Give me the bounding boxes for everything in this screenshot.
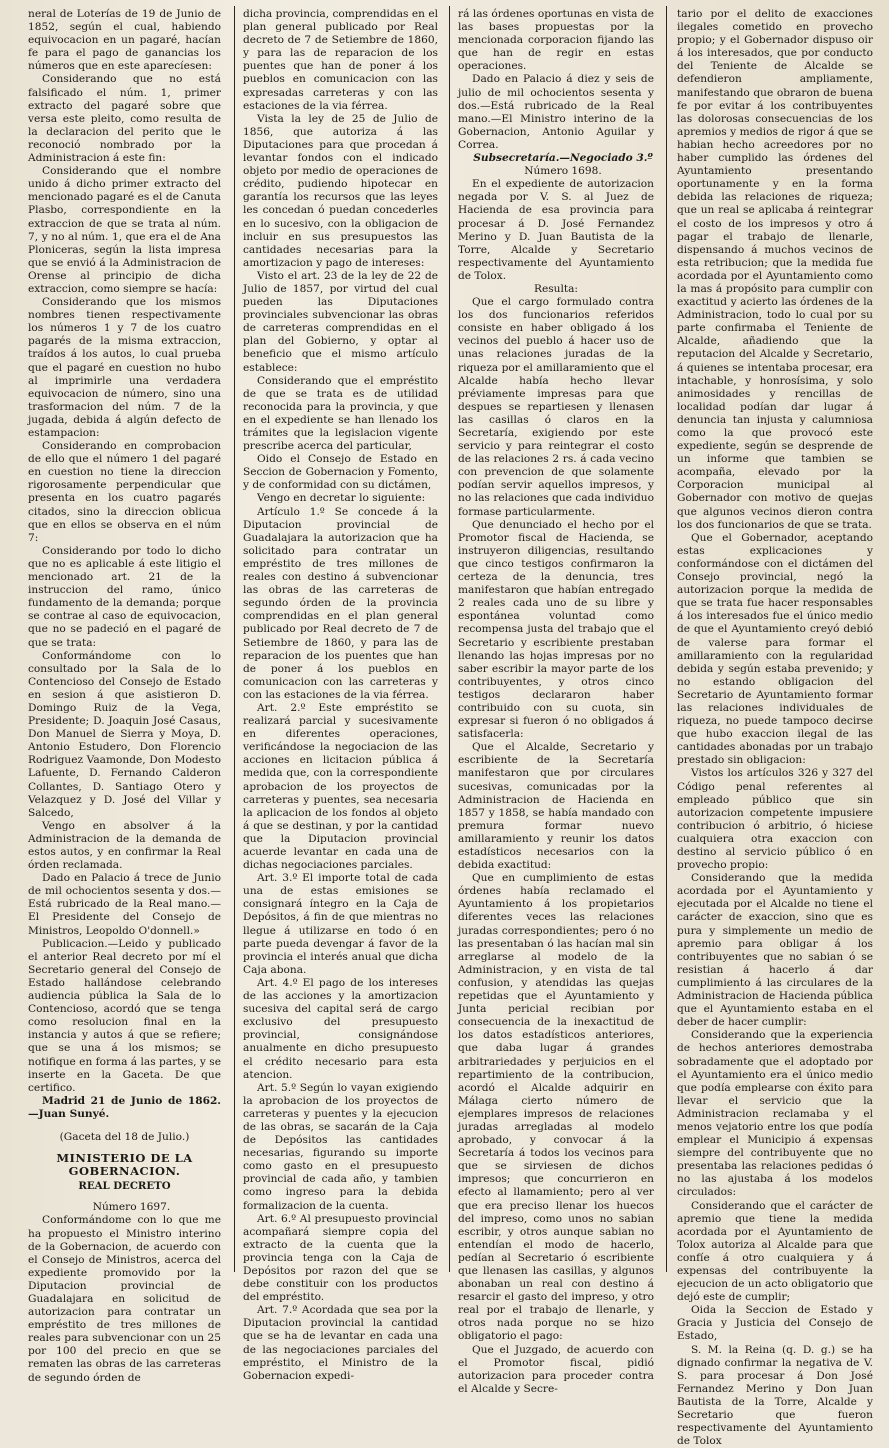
- paragraph: Dado en Palacio á trece de Junio de mil ochocientos sesenta y dos.—Está rubricado de la Real mano.—El Presidente del Consejo de Ministros, Leopoldo O'donnell.»: [28, 872, 221, 937]
- paragraph: Oido el Consejo de Estado en Seccion de Gobernacion y Fomento, y de conformidad con su dictámen,: [243, 453, 438, 492]
- article: Art. 5.º Según lo vayan exigiendo la aprobacion de los proyectos de carreteras y puentes y la ejecucion de las obras, se sacarán de la Caja de Depósitos las cantidades necesarias, figurando su importe como gasto en el presupuesto provincial de cada año, y tambien como ingreso para la debida formalizacion de la cuenta.: [243, 1081, 438, 1212]
- paragraph: Considerando que no está falsificado el núm. 1, primer extracto del pagaré sobre que versa este pleito, como resulta de la declaracion del perito que le reconoció nombrado por la Administracion á este fin:: [28, 73, 221, 165]
- paragraph: Considerando que la experiencia de hechos anteriores demostraba sobradamente que el adoptado por el Ayuntamiento era el único medio que podía emplearse con éxito para llevar el servicio que la Administracion reclamaba y el menos vejatorio entre los que podía emplear el Municipio á expensas siempre del contribuyente que no presentaba las relaciones pedidas ó no las ajustaba á los modelos circulados:: [677, 1029, 873, 1199]
- paragraph: Que el cargo formulado contra los dos funcionarios referidos consiste en haber obligado á los vecinos del pueblo á hacer uso de unas relaciones juradas de la riqueza por el amillaramiento que el Alcalde había hecho llevar préviamente impresas para que despues se repartiesen y llenasen las casillas ó claros en la Secretaría, exigiendo por este servicio y para reintegrar el costo de las relaciones 2 rs. á cada vecino con prevencion de que solamente podían servir aquellos impresos, y no las relaciones que cada individuo formase particularmente.: [458, 296, 654, 518]
- signature-line: Madrid 21 de Junio de 1862.—Juan Sunyé.: [28, 1094, 221, 1120]
- article: Art. 4.º El pago de los intereses de las acciones y la amortizacion sucesiva del capital será de cargo exclusivo del presupuesto provincial, consignándose anualmente en dicho presupuesto el crédito necesario para esta atencion.: [243, 976, 438, 1081]
- paragraph: Que denunciado el hecho por el Promotor fiscal de Hacienda, se instruyeron diligencias, resultando que cinco testigos confirmaron la certeza de la denuncia, tres manifestaron que habían entregado 2 reales cada uno de su libre y espontánea voluntad como recompensa justa del trabajo que el Secretario y escribiente prestaban llenando las hojas impresas por no saber escribir la mayor parte de los contribuyentes, y otros cinco testigos declararon haber contribuido con su cuota, sin expresar si fueron ó no obligados á satisfacerla:: [458, 518, 654, 741]
- paragraph: dicha provincia, comprendidas en el plan general publicado por Real decreto de 7 de Setiembre de 1860, y para las de reparacion de los puentes que han de poner á los pueblos en comunicacion con las expresadas carreteras y con las estaciones de la via férrea.: [243, 8, 438, 112]
- paragraph: Vengo en decretar lo siguiente:: [257, 492, 426, 505]
- paragraph: Vengo en absolver á la Administracion de la demanda de estos autos, y en confirmar la Real órden reclamada.: [28, 819, 221, 872]
- column-4: [677, 8, 873, 1448]
- article: Art. 7.º Acordada que sea por la Diputacion provincial la cantidad que se ha de levantar en cada una de las negociaciones parciales del empréstito, el Ministro de la Gobernacion expedi-: [243, 1304, 438, 1382]
- article: Art. 3.º El importe total de cada una de estas emisiones se consignará íntegro en la Caja de Depósitos, á fin de que mientras no llegue á utilizarse en todo ó en parte pueda devengar á favor de la provincia el interés anual que dicha Caja abona.: [243, 872, 438, 976]
- paragraph: Dado en Palacio á diez y seis de julio de mil ochocientos sesenta y dos.—Está rubricado de la Real mano.—El Ministro interino de la Gobernacion, Antonio Aguilar y Correa.: [458, 73, 654, 151]
- paragraph: tario por el delito de exacciones ilegales cometido en provecho propio; y el Gobernador dispuso oir á los interesados, que por conducto del Teniente de Alcalde se defendieron ampliamente, manifestando que obraron de buena fe por evitar á los contribuyentes las dolorosas consecuencias de los apremios y medios de rigor á que se habian hecho acreedores por no haber cumplido las órdenes del Ayuntamiento presentando oportunamente y en la forma debida las relaciones de riqueza; que un real se aplicaba á reintegrar el costo de los impresos y otro á pagar el trabajo de llenarle, dispensando á muchos vecinos de esta retribucion; que la medida fue acordada por el Ayuntamiento como la mas á propósito para cumplir con exactitud y acierto las órdenes de la Administracion, todo lo cual por su parte confirmaba el Teniente de Alcalde, añadiendo que la reputacion del Alcalde y Secretario, á quienes se intentaba procesar, era intachable, y honrosísima, y solo animosidades y rencillas de localidad podían dar lugar á denuncia tan injusta y calumniosa como la que provocó este expediente, según se desprende de un informe que tambien se acompaña, elevado por la Corporacion municipal al Gobernador con motivo de quejas que algunos vecinos dieron contra los dos funcionarios de que se trata.: [677, 8, 873, 531]
- article: Artículo 1.º Se concede á la Diputacion provincial de Guadalajara la autorizacion que ha solicitado para contratar un empréstito de tres millones de reales con destino á subvencionar las obras de las carreteras de segundo órden de la provincia comprendidas en el plan general publicado por Real decreto de 7 de Setiembre de 1860, y para las de reparacion de los puentes que han de poner á los pueblos en comunicacion con las carreteras y con las estaciones de la via férrea.: [243, 505, 438, 701]
- paragraph: Que el Gobernador, aceptando estas explicaciones y conformándose con el dictámen del Consejo provincial, negó la autorizacion porque la medida de que se trata fue hacer responsables á los interesados fue el único medio de que el Ayuntamiento creyó debió de valerse para formar el amillaramiento con la regularidad debida y según estaba prevenido; y no estando obligacion del Secretario de Ayuntamiento formar las relaciones individuales de riqueza, no puede tampoco decirse que hubo exaccion ilegal de las cantidades abonadas por un trabajo prestado sin obligacion:: [677, 531, 873, 767]
- column-1: [28, 8, 221, 1384]
- paragraph: Conformándome con lo consultado por la Sala de lo Contencioso del Consejo de Estado en sesion á que asistieron D. Domingo Ruiz de la Vega, Presidente; D. Joaquin José Casaus, Don Manuel de Sierra y Moya, D. Antonio Estudero, Don Florencio Rodriguez Vaamonde, Don Modesto Lafuente, D. Fernando Calderon Collantes, D. Santiago Otero y Velazquez y D. José del Villar y Salcedo,: [28, 649, 221, 819]
- column-2: [243, 8, 438, 1382]
- paragraph: Considerando que el nombre unido á dicho primer extracto del mencionado pagaré es el de Canuta Plasbo, correspondiente en la extraccion de que se trata al núm. 7, y no al núm. 1, que era el de Ana Ploniceras, según la lista impresa que se envió á la Administracion de Orense al principio de dicha extraccion, como siempre se hacía:: [28, 165, 221, 295]
- article: Art. 2.º Este empréstito se realizará parcial y sucesivamente en diferentes operaciones, verificándose la negociacion de las acciones en licitacion pública á medida que, con la correspondiente aprobacion de los proyectos de carreteras y puentes, sea necesaria la aplicacion de los fondos al objeto á que se destinan, y por la cantidad que la Diputacion provincial acuerde levantar en cada una de dichas negociaciones parciales.: [243, 701, 438, 872]
- gazette-note: (Gaceta del 18 de Julio.): [59, 1130, 190, 1143]
- paragraph: Conformándome con lo que me ha propuesto el Ministro interino de la Gobernacion, de acuerdo con el Consejo de Ministros, acerca del expediente promovido por la Diputacion provincial de Guadalajara en solicitud de autorizacion para contratar un empréstito de tres millones de reales para subvencionar con un 25 por 100 del precio en que se rematen las obras de las carreteras de segundo órden de: [28, 1214, 221, 1384]
- paragraph: Considerando que la medida acordada por el Ayuntamiento y ejecutada por el Alcalde no tiene el carácter de exaccion, sino que es pura y simplemente un medio de apremio para obligar á los contribuyentes que no sabian ó se resistian á hacerlo á dar cumplimiento á las circulares de la Administracion de Hacienda pública que el Ayuntamiento estaba en el deber de hacer cumplir:: [677, 872, 873, 1029]
- ministry-heading: MINISTERIO DE LA GOBERNACION.: [56, 1151, 193, 1179]
- paragraph: En el expediente de autorizacion negada por V. S. al Juez de Hacienda de esa provincia para procesar á D. José Fernandez Merino y D. Juan Bautista de la Torre, Alcalde y Secretario respectivamente del Ayuntamiento de Tolox.: [458, 178, 654, 282]
- paragraph: Oida la Seccion de Estado y Gracia y Justicia del Consejo de Estado,: [677, 1304, 873, 1343]
- decree-number: Número 1698.: [524, 165, 602, 178]
- paragraph: rá las órdenes oportunas en vista de las bases propuestas por la mencionada corporacion fijando las que han de regir en estas operaciones.: [458, 8, 654, 73]
- article: Art. 6.º Al presupuesto provincial acompañará siempre copia del extracto de la cuenta que la provincia tenga con la Caja de Depósitos por razon del que se debe constituir con los productos del empréstito.: [243, 1212, 438, 1304]
- paragraph: Vista la ley de 25 de Julio de 1856, que autoriza á las Diputaciones para que procedan á levantar fondos con el indicado objeto por medio de operaciones de crédito, pudiendo hipotecar en garantía los recursos que las leyes les concedan ó puedan concederles en lo sucesivo, con la obligacion de incluir en sus presupuestos las cantidades necesarias para la amortizacion y pago de intereses:: [243, 112, 438, 269]
- paragraph: Que en cumplimiento de estas órdenes había reclamado el Ayuntamiento á los propietarios diferentes veces las relaciones juradas correspondientes; pero ó no las presentaban ó las hacían mal sin arreglarse al modelo de la Administracion, y en vista de tal confusion, y atendidas las quejas repetidas que el Ayuntamiento y Junta pericial recibian por consecuencia de la inexactitud de los datos estadísticos anteriores, que daba lugar á grandes arbitrariedades y perjuicios en el repartimiento de la contribucion, acordó el Alcalde adquirir en Málaga cierto número de ejemplares impresos de relaciones juradas arregladas al modelo aprobado, y convocar á la Secretaría á todos los vecinos para que se sirviesen de dichos impresos; que concurrieron en efecto al llamamiento; pero al ver que era preciso llenar los huecos del impreso, como unos no sabian escribir, y otros aunque sabian no entendían el modo de hacerlo, pedían al Secretario ó escribiente que llenasen las casillas, y algunos abonaban un real con destino á resarcir el gasto del impreso, y otro real por el trabajo de llenarle, y otros nada porque no se hizo obligatorio el pago:: [458, 872, 654, 1343]
- paragraph: Que el Juzgado, de acuerdo con el Promotor fiscal, pidió autorizacion para proceder contra el Alcalde y Secre-: [458, 1343, 654, 1395]
- column-3: [458, 8, 654, 1395]
- paragraph: Considerando que los mismos nombres tienen respectivamente los números 1 y 7 de los cuatro pagarés de la misma extraccion, traídos á los autos, lo cual prueba que el pagaré en cuestion no hubo al imprimirle una verdadera equivocacion de número, sino una trasformacion del núm. 7 de la jugada, debida á algún defecto de estampacion:: [28, 296, 221, 439]
- column-rule: [666, 6, 667, 1272]
- paragraph: Vistos los artículos 326 y 327 del Código penal referentes al empleado público que sin autorizacion competente impusiere contribucion ó arbitrio, ó hiciese cualquiera otra exaccion con destino al servicio público ó en provecho propio:: [677, 767, 873, 872]
- paragraph: Publicacion.—Leido y publicado el anterior Real decreto por mí el Secretario general del Consejo de Estado hallándose celebrando audiencia pública la Sala de lo Contencioso, acordó que se tenga como resolucion final en la instancia y autos á que se refiere; que se una á los mismos; se notifique en forma á las partes, y se inserte en la Gaceta. De que certifico.: [28, 937, 221, 1094]
- paragraph: Considerando que el empréstito de que se trata es de utilidad reconocida para la provincia, y que en el expediente se han llenado los trámites que la legislacion vigente prescribe acerca del particular,: [243, 374, 438, 453]
- column-rule: [449, 6, 450, 1272]
- resulta-label: Resulta:: [533, 282, 579, 295]
- paragraph: Visto el art. 23 de la ley de 22 de Julio de 1857, por virtud del cual pueden las Diputaciones provinciales subvencionar las obras de carreteras comprendidas en el plan del Gobierno, y optar al beneficio que el mismo artículo establece:: [243, 269, 438, 374]
- paragraph: Considerando en comprobacion de ello que el número 1 del pagaré en cuestion no tiene la direccion rigorosamente perpendicular que presenta en los cuatro pagarés citados, sino la direccion oblicua que en ellos se observa en el núm 7:: [28, 440, 221, 544]
- decree-heading: REAL DECRETO: [78, 1180, 171, 1193]
- paragraph: neral de Loterías de 19 de Junio de 1852, según el cual, habiendo equivocacion en un pagaré, hacían fe para el pago de ganancias los números que en este aparecíesen:: [28, 8, 221, 73]
- paragraph: Que el Alcalde, Secretario y escribiente de la Secretaría manifestaron que por circulares sucesivas, comunicadas por la Administracion de Hacienda en 1857 y 1858, se había mandado con premura formar nuevo amillaramiento y reunir los datos estadísticos necesarios con la debida exactitud:: [458, 741, 654, 872]
- subsection-heading: Subsecretaría.—Negociado 3.º: [473, 152, 653, 165]
- column-rule: [234, 6, 235, 1272]
- paragraph: Considerando por todo lo dicho que no es aplicable á este litigio el mencionado art. 21 de la instruccion del ramo, único fundamento de la demanda; porque se contrae al caso de equivocacion, que no se padeció en el pagaré de que se trata:: [28, 544, 221, 649]
- paragraph: S. M. la Reina (q. D. g.) se ha dignado confirmar la negativa de V. S. para procesar á Don José Fernandez Merino y Don Juan Bautista de la Torre, Alcalde y Secretario que fueron respectivamente del Ayuntamiento de Tolox: [677, 1343, 873, 1448]
- decree-number: Número 1697.: [92, 1201, 171, 1214]
- paragraph: Considerando que el carácter de apremio que tiene la medida acordada por el Ayuntamiento de Tolox autoriza al Alcalde para que confíe á otro cualquiera y á expensas del contribuyente la ejecucion de un acto obligatorio que dejó este de cumplir;: [677, 1199, 873, 1304]
